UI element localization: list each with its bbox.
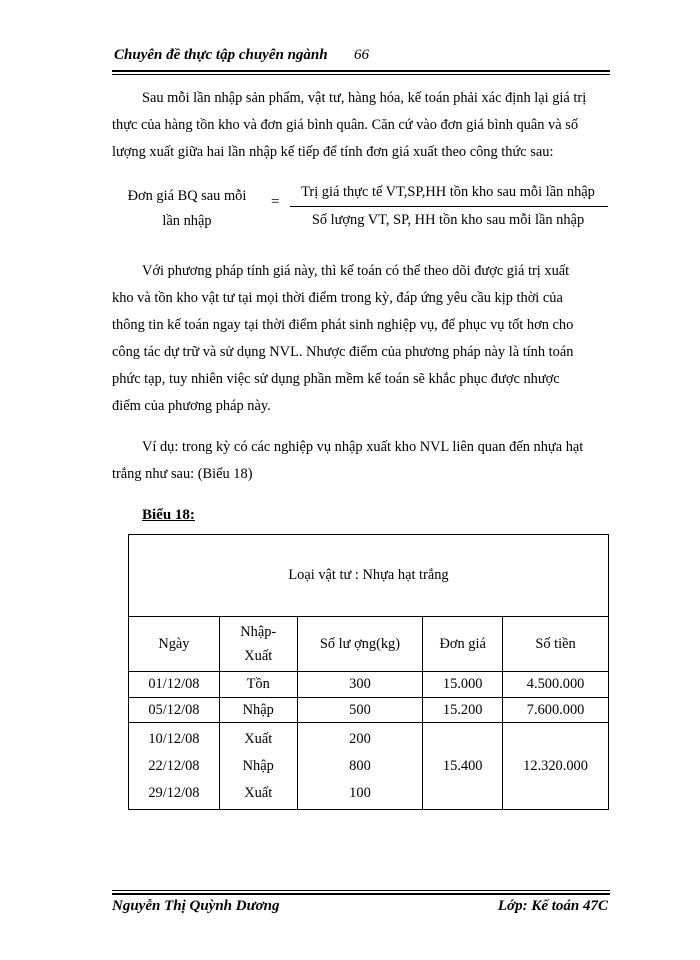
group-date: 29/12/08 [148, 784, 200, 801]
cell-dates [129, 723, 220, 810]
formula-numerator: Trị giá thực tế VT,SP,HH tồn kho sau mỗi lần nhập [301, 184, 595, 200]
paragraph-line: Với phương pháp tính giá này, thì kế toán có thể theo dõi được giá trị xuất [142, 263, 570, 279]
cell-quantity: 300 [297, 672, 423, 698]
table-row-group [129, 723, 609, 810]
paragraph-intro [112, 85, 610, 166]
page-number: 66 [354, 47, 369, 63]
cell-amount: 7.600.000 [503, 698, 609, 723]
group-type: Xuất [244, 784, 273, 801]
paragraph-line: điểm của phương pháp này. [112, 398, 271, 414]
author-name: Nguyễn Thị Quỳnh Dương [112, 898, 280, 914]
paragraph-line: Ví dụ: trong kỳ có các nghiệp vụ nhập xuất kho NVL liên quan đến nhựa hạt [142, 439, 584, 455]
cell-unit-price: 15.400 [423, 723, 503, 810]
formula-lhs [112, 184, 262, 234]
header-unit-price: Đơn giá [423, 617, 503, 672]
header-type-line: Nhập- [240, 624, 277, 640]
cell-amount: 12.320.000 [503, 723, 609, 810]
header-date: Ngày [129, 617, 220, 672]
cell-date: 01/12/08 [129, 672, 220, 698]
cell-date: 05/12/08 [129, 698, 220, 723]
inventory-table [128, 534, 609, 810]
group-date: 22/12/08 [148, 757, 200, 774]
table-header-row [129, 617, 609, 672]
formula-lhs-line: lần nhập [162, 213, 212, 229]
formula-equals: = [271, 194, 280, 210]
paragraph-line: kho và tồn kho vật tư tại mọi thời điểm trong kỳ, đáp ứng yêu cầu kịp thời của [112, 290, 563, 306]
cell-amount: 4.500.000 [503, 672, 609, 698]
footer-rule-thin [112, 890, 610, 891]
header-rule [112, 70, 610, 72]
fraction-bar [290, 206, 608, 207]
cell-type: Tồn [219, 672, 297, 698]
paragraph-line: lượng xuất giữa hai lần nhập kế tiếp để tính đơn giá xuất theo công thức sau: [112, 144, 554, 160]
group-quantity: 100 [349, 784, 371, 801]
cell-quantity: 500 [297, 698, 423, 723]
group-date: 10/12/08 [148, 730, 200, 747]
table-title-row [129, 535, 609, 617]
header-rule-thin [112, 74, 610, 75]
paragraph-line: thực của hàng tồn kho và đơn giá bình quân. Căn cứ vào đơn giá bình quân và số [112, 117, 579, 133]
class-label: Lớp: Kế toán 47C [497, 898, 608, 914]
cell-quantities [297, 723, 423, 810]
paragraph-line: công tác dự trữ và sử dụng NVL. Nhược điểm của phương pháp này là tính toán [112, 344, 574, 360]
group-quantity: 800 [349, 757, 371, 774]
paragraph-line: thông tin kế toán ngay tại thời điểm phát sinh nghiệp vụ, để phục vụ tốt hơn cho [112, 317, 574, 333]
paragraph-example [112, 434, 610, 488]
footer-rule [112, 893, 610, 895]
paragraph-line: trắng như sau: (Biểu 18) [112, 466, 253, 482]
table-caption: Biểu 18: [142, 507, 195, 523]
paragraph-line: phức tạp, tuy nhiên việc sử dụng phần mềm kế toán sẽ khắc phục được nhược [112, 371, 560, 387]
table-row [129, 672, 609, 698]
header-quantity: Số lư ợng(kg) [297, 617, 423, 672]
cell-unit-price: 15.000 [423, 672, 503, 698]
paragraph-method [112, 258, 610, 420]
formula-lhs-line: Đơn giá BQ sau mỗi [127, 188, 247, 204]
cell-type: Nhập [219, 698, 297, 723]
document-title: Chuyên đề thực tập chuyên ngành [114, 47, 328, 63]
formula-denominator: Số lượng VT, SP, HH tồn kho sau mỗi lần nhập [311, 212, 585, 228]
page-header [112, 38, 610, 72]
material-type: Loại vật tư : Nhựa hạt trắng [129, 535, 609, 617]
table-row [129, 698, 609, 723]
group-type: Nhập [242, 757, 274, 774]
paragraph-line: Sau mỗi lần nhập sản phẩm, vật tư, hàng hóa, kế toán phải xác định lại giá trị [142, 90, 587, 106]
group-quantity: 200 [349, 730, 371, 747]
header-amount: Số tiền [503, 617, 609, 672]
header-type [219, 617, 297, 672]
header-type-line: Xuất [244, 648, 273, 664]
group-type: Xuất [244, 730, 273, 747]
cell-types [219, 723, 297, 810]
cell-unit-price: 15.200 [423, 698, 503, 723]
